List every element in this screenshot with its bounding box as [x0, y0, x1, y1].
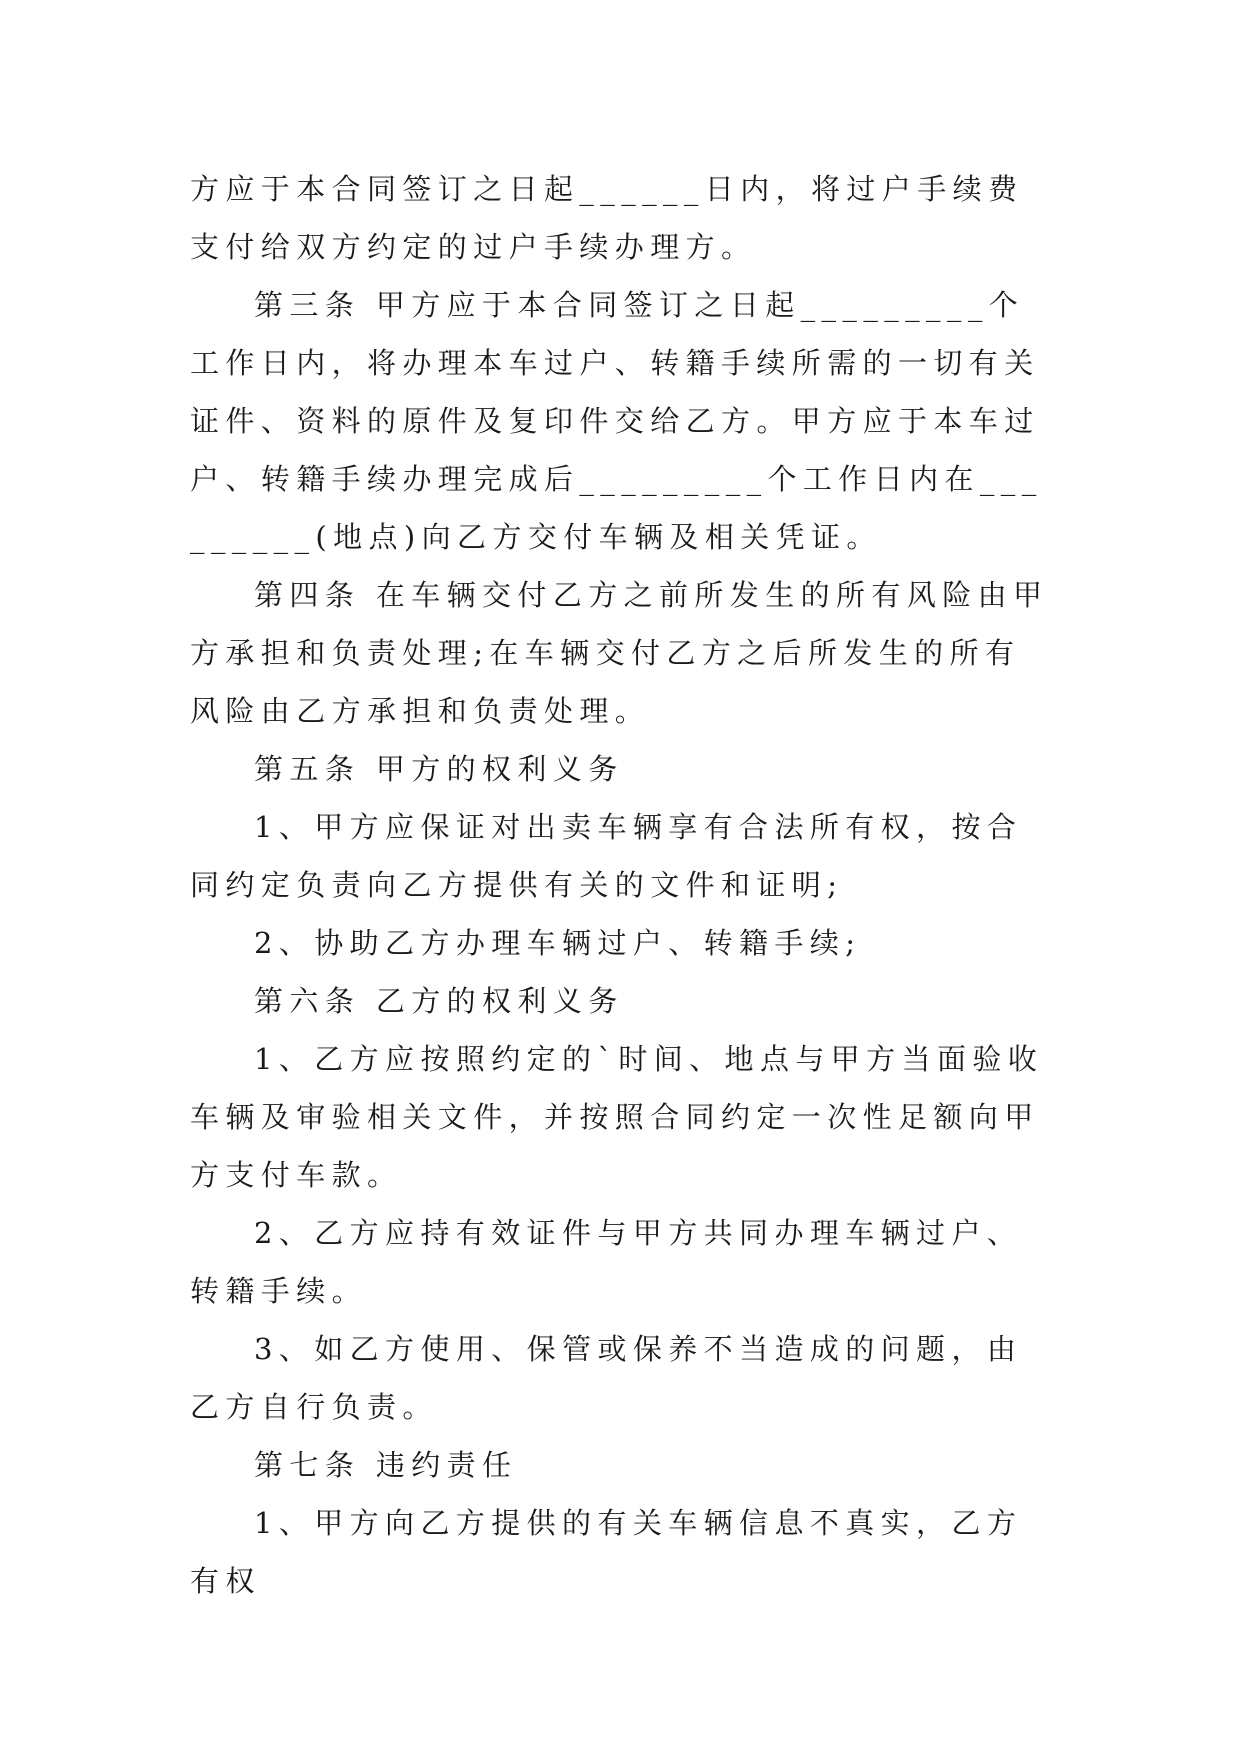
paragraph-article-6-item-3: 3、如乙方使用、保管或保养不当造成的问题，由乙方自行负责。	[190, 1332, 1023, 1424]
paragraph-article-5-item-1: 1、甲方应保证对出卖车辆享有合法所有权，按合同约定负责向乙方提供有关的文件和证明;	[190, 810, 1023, 902]
heading-article-7: 第七条 违约责任	[254, 1448, 518, 1482]
paragraph-article-5-item-2: 2、协助乙方办理车辆过户、转籍手续;	[254, 926, 862, 960]
paragraph-article-3: 第三条 甲方应于本合同签订之日起_________个工作日内，将办理本车过户、转籍手续所需的一切有关证件、资料的原件及复印件交给乙方。甲方应于本车过户、转籍手续办理完成后_________个工作日内在_________(地点)向乙方交付车辆及相关凭证。	[190, 288, 1043, 554]
heading-article-5: 第五条 甲方的权利义务	[254, 752, 624, 786]
paragraph-article-7-item-1: 1、甲方向乙方提供的有关车辆信息不真实，乙方有权	[190, 1506, 1023, 1598]
paragraph-article-4: 第四条 在车辆交付乙方之前所发生的所有风险由甲方承担和负责处理;在车辆交付乙方之后所发生的所有风险由乙方承担和负责处理。	[190, 578, 1049, 728]
paragraph-article-6-item-2: 2、乙方应持有效证件与甲方共同办理车辆过户、转籍手续。	[190, 1216, 1023, 1308]
heading-article-6: 第六条 乙方的权利义务	[254, 984, 624, 1018]
contract-body	[190, 160, 1050, 1610]
paragraph-article-6-item-1: 1、乙方应按照约定的`时间、地点与甲方当面验收车辆及审验相关文件，并按照合同约定一次性足额向甲方支付车款。	[190, 1042, 1044, 1192]
paragraph-transfer-fee: 方应于本合同签订之日起______日内，将过户手续费支付给双方约定的过户手续办理方。	[190, 172, 1024, 264]
